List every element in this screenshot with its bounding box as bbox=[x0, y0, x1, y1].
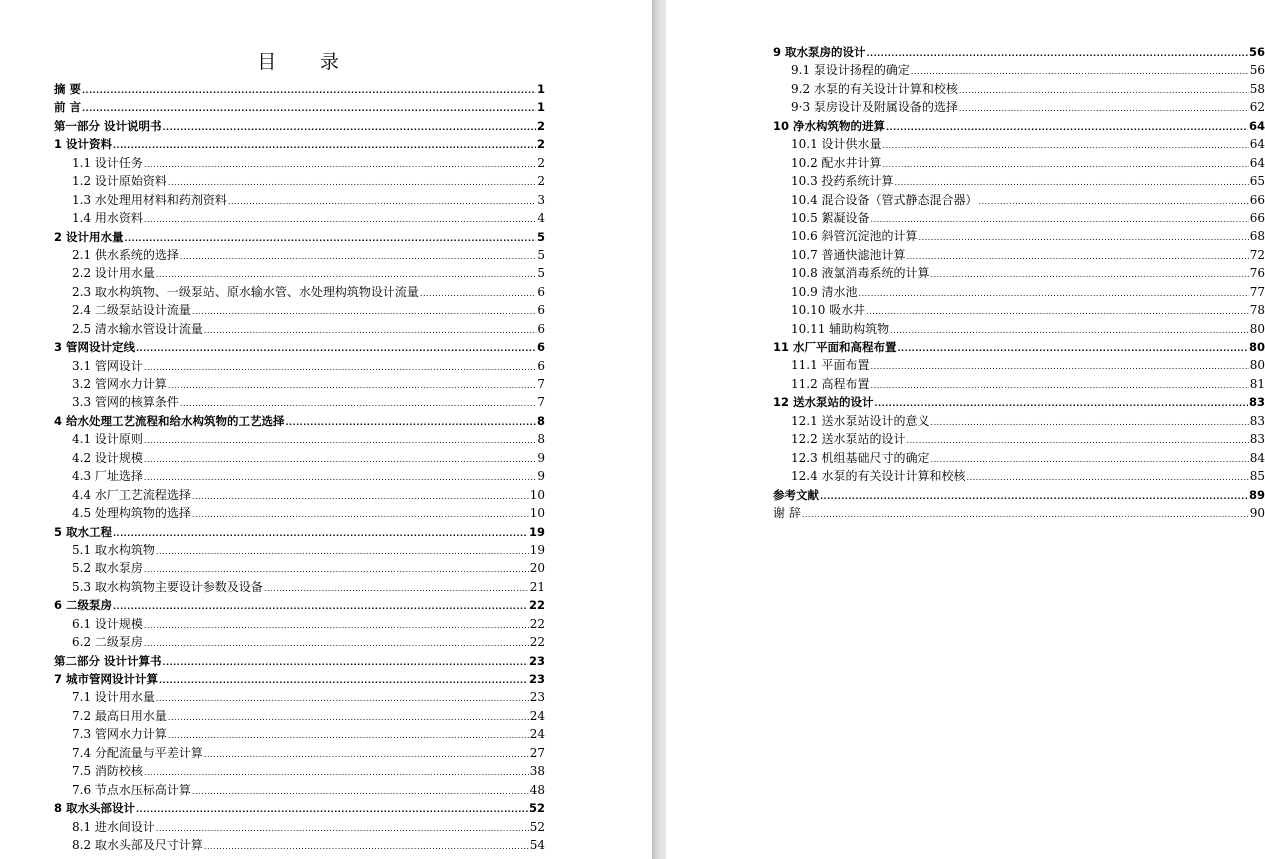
toc-entry-title: 7.2 最高日用水量 bbox=[72, 708, 167, 723]
toc-entry-title: 4.3 厂址选择 bbox=[72, 469, 143, 484]
toc-entry-page-number: 21 bbox=[529, 579, 545, 594]
toc-entry-title: 6 二级泵房 bbox=[54, 598, 113, 613]
toc-leader-dots bbox=[163, 654, 528, 670]
toc-entry[interactable] bbox=[54, 301, 545, 319]
toc-entry[interactable] bbox=[54, 596, 545, 614]
toc-entry-page-number: 5 bbox=[537, 266, 545, 281]
toc-entry-title: 7.4 分配流量与平差计算 bbox=[72, 745, 203, 760]
toc-entry-page-number: 2 bbox=[536, 118, 545, 133]
toc-leader-dots bbox=[867, 45, 1248, 61]
toc-entry-title: 10.3 投药系统计算 bbox=[791, 174, 894, 189]
toc-entry-title: 8.2 取水头部及尺寸计算 bbox=[72, 837, 203, 852]
toc-entry[interactable] bbox=[54, 559, 545, 577]
toc-leader-dots bbox=[228, 193, 536, 209]
toc-leader-dots bbox=[883, 137, 1249, 153]
toc-entry-title: 2.1 供水系统的选择 bbox=[72, 247, 179, 262]
toc-leader-dots bbox=[871, 358, 1249, 374]
toc-leader-dots bbox=[931, 451, 1249, 467]
toc-entry-page-number: 8 bbox=[536, 413, 545, 428]
toc-entry[interactable] bbox=[54, 504, 545, 522]
toc-entry-title: 9.2 水泵的有关设计计算和校核 bbox=[791, 81, 958, 96]
toc-entry[interactable] bbox=[54, 135, 545, 153]
toc-leader-dots bbox=[967, 469, 1249, 485]
toc-entry-page-number: 68 bbox=[1249, 229, 1265, 244]
toc-entry-page-number: 2 bbox=[537, 174, 545, 189]
toc-entry-page-number: 6 bbox=[537, 321, 545, 336]
toc-leader-dots bbox=[286, 414, 536, 430]
toc-entry-title: 参考文献 bbox=[773, 487, 819, 502]
toc-entry-page-number: 89 bbox=[1248, 487, 1265, 502]
toc-entry[interactable] bbox=[54, 449, 545, 467]
toc-entry-title: 10 净水构筑物的进算 bbox=[773, 118, 886, 133]
toc-leader-dots bbox=[931, 414, 1249, 430]
toc-entry[interactable] bbox=[54, 523, 545, 541]
toc-entry[interactable] bbox=[54, 264, 545, 282]
toc-leader-dots bbox=[125, 230, 536, 246]
toc-entry[interactable] bbox=[54, 744, 545, 762]
toc-entry-page-number: 48 bbox=[529, 782, 545, 797]
toc-entry[interactable] bbox=[773, 154, 1265, 172]
toc-entry-title: 10.6 斜管沉淀池的计算 bbox=[791, 229, 918, 244]
toc-leader-dots bbox=[159, 672, 528, 688]
toc-entry-title: 4.2 设计规模 bbox=[72, 450, 143, 465]
toc-leader-dots bbox=[113, 525, 528, 541]
toc-entry[interactable] bbox=[54, 615, 545, 633]
toc-entry-page-number: 64 bbox=[1248, 118, 1265, 133]
toc-leader-dots bbox=[919, 229, 1249, 245]
toc-entry-title: 11.2 高程布置 bbox=[791, 376, 870, 391]
toc-entry[interactable] bbox=[54, 80, 545, 98]
toc-leader-dots bbox=[264, 580, 529, 596]
toc-entry-page-number: 52 bbox=[529, 819, 545, 834]
toc-leader-dots bbox=[959, 82, 1249, 98]
toc-entry-title: 4 给水处理工艺流程和给水构筑物的工艺选择 bbox=[54, 413, 285, 428]
toc-leader-dots bbox=[420, 285, 536, 301]
toc-entry-title: 2.3 取水构筑物、一级泵站、原水输水管、水处理构筑物设计流量 bbox=[72, 284, 419, 299]
toc-entry-title: 3.1 管网设计 bbox=[72, 358, 143, 373]
toc-entry[interactable] bbox=[54, 707, 545, 725]
toc-entry-page-number: 8 bbox=[537, 432, 545, 447]
toc-entry-title: 1.2 设计原始资料 bbox=[72, 174, 167, 189]
toc-leader-dots bbox=[168, 174, 536, 190]
toc-entry-page-number: 5 bbox=[536, 229, 545, 244]
toc-entry[interactable] bbox=[54, 338, 545, 356]
toc-leader-dots bbox=[204, 322, 536, 338]
toc-leader-dots bbox=[204, 746, 529, 762]
toc-entry-title: 12 送水泵站的设计 bbox=[773, 395, 874, 410]
toc-entry[interactable] bbox=[54, 393, 545, 411]
toc-leader-dots bbox=[180, 248, 536, 264]
toc-leader-dots bbox=[802, 506, 1249, 522]
toc-leader-dots bbox=[911, 63, 1249, 79]
toc-leader-dots bbox=[192, 783, 529, 799]
toc-entry-page-number: 23 bbox=[528, 653, 545, 668]
toc-entry-page-number: 64 bbox=[1249, 137, 1265, 152]
toc-entry-page-number: 80 bbox=[1248, 340, 1265, 354]
toc-entry-page-number: 54 bbox=[529, 837, 545, 852]
toc-leader-dots bbox=[113, 598, 528, 614]
toc-leader-dots bbox=[907, 248, 1249, 264]
toc-leader-dots bbox=[82, 100, 536, 116]
toc-entry-title: 6.1 设计规模 bbox=[72, 616, 143, 631]
toc-entry-page-number: 83 bbox=[1249, 432, 1265, 447]
toc-entry-page-number: 90 bbox=[1249, 505, 1265, 520]
toc-entry-title: 前 言 bbox=[54, 100, 82, 115]
toc-entry-page-number: 52 bbox=[528, 801, 545, 816]
toc-leader-dots bbox=[820, 488, 1248, 504]
toc-entry[interactable] bbox=[773, 320, 1265, 338]
toc-entry-page-number: 1 bbox=[536, 100, 545, 115]
toc-entry-title: 10.5 絮凝设备 bbox=[791, 210, 870, 225]
toc-entry-page-number: 27 bbox=[529, 745, 545, 760]
toc-entry-page-number: 80 bbox=[1249, 321, 1265, 336]
toc-entry[interactable] bbox=[773, 375, 1265, 393]
toc-entry-title: 5.2 取水泵房 bbox=[72, 561, 143, 576]
toc-entry-page-number: 2 bbox=[536, 137, 545, 152]
toc-entry-title: 2.4 二级泵站设计流量 bbox=[72, 303, 191, 318]
toc-leader-dots bbox=[163, 119, 536, 135]
toc-entry[interactable] bbox=[54, 652, 545, 670]
toc-entry[interactable] bbox=[773, 301, 1265, 319]
toc-entry-page-number: 58 bbox=[1249, 81, 1265, 96]
toc-entry-title: 10.9 清水池 bbox=[791, 284, 858, 299]
toc-entry-title: 10.4 混合设备（管式静态混合器） bbox=[791, 192, 978, 207]
toc-entry-page-number: 4 bbox=[537, 211, 545, 226]
toc-title: 目 录 bbox=[257, 51, 343, 73]
toc-leader-dots bbox=[192, 506, 529, 522]
toc-entry[interactable] bbox=[54, 375, 545, 393]
toc-leader-dots bbox=[156, 543, 529, 559]
toc-entry-page-number: 3 bbox=[537, 192, 545, 207]
toc-leader-dots bbox=[156, 820, 529, 836]
toc-entry[interactable] bbox=[54, 357, 545, 375]
toc-entry[interactable] bbox=[773, 393, 1265, 411]
toc-leader-dots bbox=[959, 100, 1249, 116]
toc-leader-dots bbox=[136, 340, 536, 356]
toc-entry-title: 10.1 设计供水量 bbox=[791, 137, 882, 152]
toc-leader-dots bbox=[871, 377, 1249, 393]
toc-entry-page-number: 7 bbox=[537, 395, 545, 410]
toc-entry[interactable] bbox=[54, 154, 545, 172]
toc-entry-title: 11 水厂平面和高程布置 bbox=[773, 340, 897, 354]
toc-entry[interactable] bbox=[54, 836, 545, 854]
toc-entry-title: 5.3 取水构筑物主要设计参数及设备 bbox=[72, 579, 263, 594]
toc-leader-dots bbox=[907, 432, 1249, 448]
toc-leader-dots bbox=[180, 395, 536, 411]
toc-entry-page-number: 23 bbox=[528, 672, 545, 686]
toc-entry-title: 2.5 清水输水管设计流量 bbox=[72, 321, 203, 336]
toc-entry[interactable] bbox=[773, 356, 1265, 374]
toc-entry-title: 2 设计用水量 bbox=[54, 229, 124, 244]
toc-leader-dots bbox=[144, 432, 536, 448]
toc-entry-page-number: 19 bbox=[529, 542, 545, 557]
toc-entry-page-number: 56 bbox=[1249, 63, 1265, 78]
toc-entry-page-number: 6 bbox=[537, 303, 545, 318]
toc-entry[interactable] bbox=[54, 688, 545, 706]
toc-leader-dots bbox=[156, 266, 536, 282]
toc-entry-title: 10.11 辅助构筑物 bbox=[791, 321, 890, 336]
toc-entry[interactable] bbox=[54, 762, 545, 780]
toc-entry-title: 摘 要 bbox=[54, 82, 82, 96]
toc-entry[interactable] bbox=[54, 818, 545, 836]
toc-entry-page-number: 9 bbox=[537, 450, 545, 465]
toc-entry-title: 7.1 设计用水量 bbox=[72, 690, 155, 705]
toc-entry-title: 10.10 吸水井 bbox=[791, 303, 866, 318]
toc-entry-title: 11.1 平面布置 bbox=[791, 358, 870, 373]
toc-entry[interactable] bbox=[54, 191, 545, 209]
toc-entry-page-number: 6 bbox=[536, 340, 545, 355]
toc-entry-title: 3.2 管网水力计算 bbox=[72, 377, 167, 391]
toc-entry-title: 4.4 水厂工艺流程选择 bbox=[72, 487, 191, 502]
toc-leader-dots bbox=[204, 838, 529, 854]
toc-entry-page-number: 81 bbox=[1249, 376, 1265, 391]
toc-entry-title: 10.7 普通快滤池计算 bbox=[791, 247, 906, 262]
toc-leader-dots bbox=[144, 359, 536, 375]
toc-entry-page-number: 23 bbox=[529, 690, 545, 705]
toc-entry-page-number: 85 bbox=[1249, 469, 1265, 484]
toc-entry-page-number: 22 bbox=[529, 616, 545, 631]
toc-entry-title: 7 城市管网设计计算 bbox=[54, 672, 159, 686]
toc-leader-dots bbox=[859, 285, 1249, 301]
toc-entry-title: 12.2 送水泵站的设计 bbox=[791, 432, 906, 447]
toc-entry-page-number: 24 bbox=[529, 727, 545, 742]
toc-entry[interactable] bbox=[54, 98, 545, 116]
page-gutter bbox=[652, 0, 666, 859]
toc-entry-title: 5 取水工程 bbox=[54, 524, 113, 539]
toc-entry[interactable] bbox=[773, 209, 1265, 227]
toc-entry-page-number: 24 bbox=[529, 708, 545, 723]
toc-entry-page-number: 7 bbox=[537, 377, 545, 391]
toc-entry[interactable] bbox=[773, 264, 1265, 282]
toc-entry-title: 1.1 设计任务 bbox=[72, 155, 143, 170]
toc-leader-dots bbox=[82, 82, 536, 98]
toc-entry-page-number: 72 bbox=[1249, 247, 1265, 262]
toc-entry-title: 7.3 管网水力计算 bbox=[72, 727, 167, 742]
toc-entry-title: 7.5 消防校核 bbox=[72, 764, 143, 779]
toc-entry[interactable] bbox=[54, 541, 545, 559]
toc-entry[interactable] bbox=[54, 430, 545, 448]
toc-entry-title: 9·3 泵房设计及附属设备的选择 bbox=[791, 100, 958, 115]
toc-entry-page-number: 76 bbox=[1249, 266, 1265, 281]
toc-entry-page-number: 77 bbox=[1249, 284, 1265, 299]
toc-entry-title: 1.4 用水资料 bbox=[72, 211, 143, 226]
toc-leader-dots bbox=[898, 340, 1248, 356]
toc-entry-title: 7.6 节点水压标高计算 bbox=[72, 782, 191, 797]
toc-entry[interactable] bbox=[54, 320, 545, 338]
toc-entry-page-number: 9 bbox=[537, 469, 545, 484]
toc-entry-title: 10.8 液氯消毒系统的计算 bbox=[791, 266, 930, 281]
toc-entry[interactable] bbox=[54, 633, 545, 651]
toc-entry[interactable] bbox=[54, 172, 545, 190]
toc-leader-dots bbox=[890, 322, 1249, 338]
toc-entry-title: 6.2 二级泵房 bbox=[72, 635, 143, 650]
toc-entry-title: 9 取水泵房的设计 bbox=[773, 45, 866, 59]
toc-entry-page-number: 80 bbox=[1249, 358, 1265, 373]
toc-leader-dots bbox=[886, 119, 1248, 135]
toc-leader-dots bbox=[144, 211, 536, 227]
toc-leader-dots bbox=[144, 451, 536, 467]
toc-entry[interactable] bbox=[773, 191, 1265, 209]
toc-entry-title: 第二部分 设计计算书 bbox=[54, 653, 162, 668]
toc-entry[interactable] bbox=[773, 98, 1265, 116]
toc-list-right bbox=[773, 43, 1265, 522]
toc-entry[interactable] bbox=[54, 578, 545, 596]
toc-entry[interactable] bbox=[773, 504, 1265, 522]
toc-entry-page-number: 6 bbox=[537, 284, 545, 299]
toc-entry-title: 4.5 处理构筑物的选择 bbox=[72, 506, 191, 521]
toc-entry-title: 4.1 设计原则 bbox=[72, 432, 143, 447]
toc-entry[interactable] bbox=[54, 209, 545, 227]
toc-entry-title: 5.1 取水构筑物 bbox=[72, 542, 155, 557]
toc-entry-title: 1.3 水处理用材料和药剂资料 bbox=[72, 192, 227, 207]
toc-entry-page-number: 65 bbox=[1249, 174, 1265, 189]
toc-leader-dots bbox=[156, 690, 529, 706]
toc-entry[interactable] bbox=[54, 725, 545, 743]
toc-entry-page-number: 1 bbox=[536, 82, 545, 96]
toc-leader-dots bbox=[144, 764, 529, 780]
toc-entry[interactable] bbox=[54, 467, 545, 485]
toc-entry-title: 第一部分 设计说明书 bbox=[54, 118, 162, 133]
toc-leader-dots bbox=[144, 156, 536, 172]
toc-entry[interactable] bbox=[773, 283, 1265, 301]
toc-entry-page-number: 22 bbox=[528, 598, 545, 613]
toc-entry-title: 9.1 泵设计扬程的确定 bbox=[791, 63, 910, 78]
toc-entry-page-number: 20 bbox=[529, 561, 545, 576]
toc-entry[interactable] bbox=[773, 80, 1265, 98]
toc-leader-dots bbox=[192, 303, 536, 319]
toc-leader-dots bbox=[871, 211, 1249, 227]
toc-leader-dots bbox=[136, 801, 528, 817]
toc-entry-page-number: 83 bbox=[1249, 413, 1265, 428]
toc-leader-dots bbox=[168, 377, 536, 393]
toc-entry[interactable] bbox=[773, 135, 1265, 153]
toc-leader-dots bbox=[144, 617, 529, 633]
toc-leader-dots bbox=[875, 395, 1248, 411]
toc-entry-title: 1 设计资料 bbox=[54, 137, 113, 152]
toc-entry-page-number: 83 bbox=[1248, 395, 1265, 410]
toc-leader-dots bbox=[113, 137, 536, 153]
toc-entry-title: 谢 辞 bbox=[773, 505, 801, 520]
toc-leader-dots bbox=[168, 727, 529, 743]
toc-entry-title: 8 取水头部设计 bbox=[54, 801, 136, 816]
toc-leader-dots bbox=[979, 193, 1249, 209]
toc-entry-title: 12.3 机组基础尺寸的确定 bbox=[791, 450, 930, 465]
toc-entry-title: 2.2 设计用水量 bbox=[72, 266, 155, 281]
toc-entry-title: 10.2 配水井计算 bbox=[791, 155, 882, 170]
toc-entry[interactable] bbox=[54, 228, 545, 246]
toc-leader-dots bbox=[144, 469, 536, 485]
toc-entry-page-number: 78 bbox=[1249, 303, 1265, 318]
toc-entry[interactable] bbox=[54, 117, 545, 135]
toc-entry[interactable] bbox=[773, 61, 1265, 79]
toc-entry-page-number: 66 bbox=[1249, 192, 1265, 207]
toc-entry-title: 3.3 管网的核算条件 bbox=[72, 395, 179, 410]
toc-entry-page-number: 10 bbox=[529, 506, 545, 521]
toc-leader-dots bbox=[883, 156, 1249, 172]
toc-entry[interactable] bbox=[54, 799, 545, 817]
toc-entry[interactable] bbox=[54, 246, 545, 264]
toc-entry-title: 12.1 送水泵站设计的意义 bbox=[791, 413, 930, 428]
toc-entry[interactable] bbox=[773, 117, 1265, 135]
toc-leader-dots bbox=[168, 709, 529, 725]
toc-entry[interactable] bbox=[54, 670, 545, 688]
toc-leader-dots bbox=[192, 488, 529, 504]
toc-entry[interactable] bbox=[54, 412, 545, 430]
toc-entry[interactable] bbox=[54, 486, 545, 504]
toc-entry[interactable] bbox=[773, 172, 1265, 190]
toc-entry-page-number: 66 bbox=[1249, 210, 1265, 225]
toc-entry[interactable] bbox=[773, 338, 1265, 356]
toc-entry-page-number: 6 bbox=[537, 358, 545, 373]
toc-entry-page-number: 22 bbox=[529, 635, 545, 650]
toc-entry[interactable] bbox=[773, 227, 1265, 245]
toc-entry[interactable] bbox=[773, 449, 1265, 467]
toc-entry-page-number: 84 bbox=[1249, 450, 1265, 465]
toc-entry-page-number: 5 bbox=[537, 247, 545, 262]
toc-entry[interactable] bbox=[54, 781, 545, 799]
toc-entry-page-number: 64 bbox=[1249, 155, 1265, 170]
toc-entry[interactable] bbox=[773, 486, 1265, 504]
toc-entry[interactable] bbox=[773, 246, 1265, 264]
toc-entry[interactable] bbox=[773, 467, 1265, 485]
toc-entry[interactable] bbox=[54, 283, 545, 301]
toc-entry-page-number: 56 bbox=[1248, 45, 1265, 59]
toc-entry-page-number: 10 bbox=[529, 487, 545, 502]
toc-entry[interactable] bbox=[773, 412, 1265, 430]
toc-leader-dots bbox=[144, 561, 529, 577]
toc-entry[interactable] bbox=[773, 430, 1265, 448]
toc-entry-page-number: 2 bbox=[537, 155, 545, 170]
toc-entry-page-number: 38 bbox=[529, 764, 545, 779]
toc-leader-dots bbox=[866, 303, 1249, 319]
toc-entry-title: 3 管网设计定线 bbox=[54, 340, 136, 355]
toc-leader-dots bbox=[144, 635, 529, 651]
toc-entry-page-number: 62 bbox=[1249, 100, 1265, 115]
toc-entry-title: 12.4 水泵的有关设计计算和校核 bbox=[791, 469, 966, 484]
toc-leader-dots bbox=[895, 174, 1249, 190]
toc-leader-dots bbox=[931, 266, 1249, 282]
toc-list-left bbox=[54, 80, 545, 854]
toc-entry-page-number: 19 bbox=[528, 524, 545, 539]
toc-entry-title: 8.1 进水间设计 bbox=[72, 819, 155, 834]
toc-entry[interactable] bbox=[773, 43, 1265, 61]
